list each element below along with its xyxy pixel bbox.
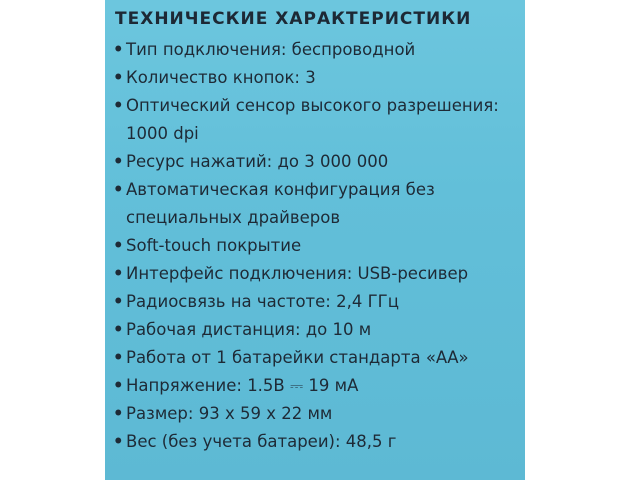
bullet-icon: • [113,68,124,87]
spec-text: Работа от 1 батарейки стандарта «АА» [126,348,469,367]
spec-text: Автоматическая конфигурация без [126,180,435,199]
bullet-icon: • [113,432,124,451]
bullet-icon: • [113,320,124,339]
bullet-icon: • [113,96,124,115]
spec-text: Soft-touch покрытие [126,236,302,255]
spec-item-coating [113,232,521,260]
spec-text: Тип подключения: беспроводной [126,40,416,59]
spec-text: Радиосвязь на частоте: 2,4 ГГц [126,292,399,311]
spec-text: Количество кнопок: 3 [126,68,316,87]
spec-item-frequency [113,288,521,316]
spec-item-button-count [113,64,521,92]
bullet-icon: • [113,180,124,199]
bullet-icon: • [113,348,124,367]
spec-item-battery [113,344,521,372]
bullet-icon: • [113,404,124,423]
spec-text: Рабочая дистанция: до 10 м [126,320,372,339]
spec-list [113,36,521,456]
spec-item-auto-config [113,176,521,232]
spec-text: Вес (без учета батареи): 48,5 г [126,432,397,451]
spec-item-size [113,400,521,428]
spec-text-continued: 1000 dpi [126,124,199,143]
spec-text: Размер: 93 х 59 х 22 мм [126,404,333,423]
spec-item-optical-sensor [113,92,521,148]
spec-text: Ресурс нажатий: до 3 000 000 [126,152,389,171]
spec-text: Оптический сенсор высокого разрешения: [126,96,499,115]
spec-item-interface [113,260,521,288]
specs-title: ТЕХНИЧЕСКИЕ ХАРАКТЕРИСТИКИ [115,9,472,29]
spec-item-click-lifetime [113,148,521,176]
bullet-icon: • [113,152,124,171]
bullet-icon: • [113,40,124,59]
spec-item-range [113,316,521,344]
bullet-icon: • [113,376,124,395]
spec-item-weight [113,428,521,456]
bullet-icon: • [113,292,124,311]
bullet-icon: • [113,264,124,283]
spec-panel [105,0,525,480]
spec-text: Напряжение: 1.5В ⎓ 19 мА [126,376,359,395]
bullet-icon: • [113,236,124,255]
spec-item-voltage [113,372,521,400]
spec-text-continued: специальных драйверов [126,208,341,227]
spec-item-connection-type [113,36,521,64]
spec-text: Интерфейс подключения: USB-ресивер [126,264,469,283]
